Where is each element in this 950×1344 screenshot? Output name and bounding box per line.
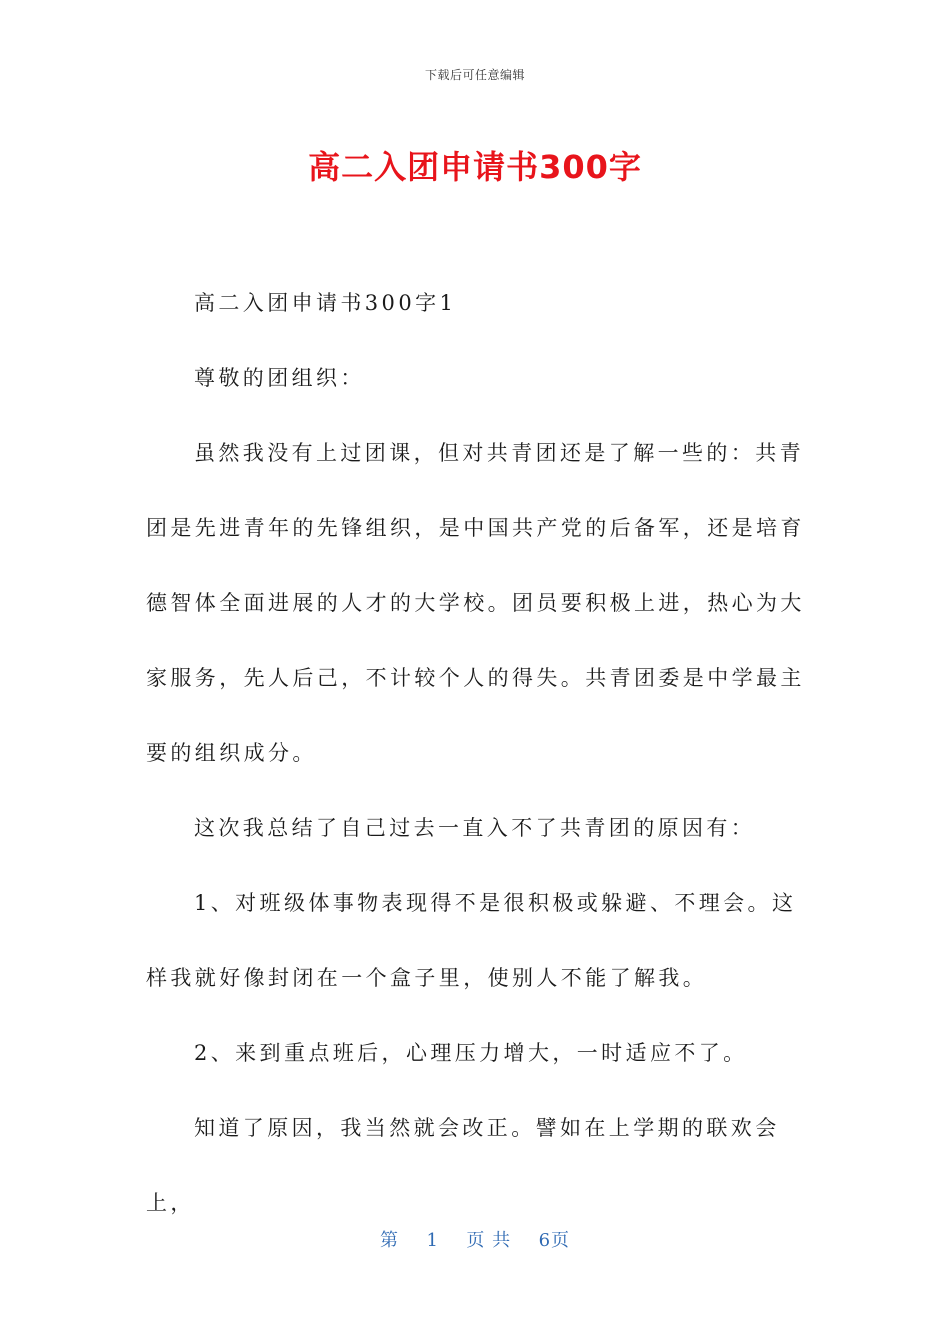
- footer-label-of: 页 共: [466, 1230, 512, 1251]
- paragraph: 虽然我没有上过团课，但对共青团还是了解一些的：共青团是先进青年的先锋组织，是中国共产党的后备军，还是培育德智体全面进展的人才的大学校。团员要积极上进，热心为大家服务，先人后己，不计较个人的得失。共青团委是中学最主要的组织成分。: [146, 441, 805, 765]
- footer-current-page: 1: [426, 1230, 439, 1251]
- document-body: [146, 266, 806, 1241]
- footer-total-pages: 6: [538, 1230, 552, 1251]
- page-number-footer: [0, 1226, 950, 1252]
- footer-label-page: 第: [379, 1230, 399, 1251]
- header-note: 下载后可任意编辑: [424, 68, 525, 82]
- paragraph: 知道了原因，我当然就会改正。譬如在上学期的联欢会上，: [146, 1116, 780, 1215]
- document-title: 高二入团申请书300字: [308, 148, 642, 186]
- footer-label-end: 页: [551, 1230, 571, 1251]
- paragraph: 1、对班级体事物表现得不是很积极或躲避、不理会。这样我就好像封闭在一个盒子里，使别人不能了解我。: [146, 891, 797, 990]
- salutation: 尊敬的团组织：: [194, 366, 365, 390]
- paragraph: 2、来到重点班后，心理压力增大，一时适应不了。: [194, 1041, 748, 1065]
- paragraph: 这次我总结了自己过去一直入不了共青团的原因有：: [194, 816, 756, 840]
- section-heading: 高二入团申请书300字1: [194, 291, 457, 315]
